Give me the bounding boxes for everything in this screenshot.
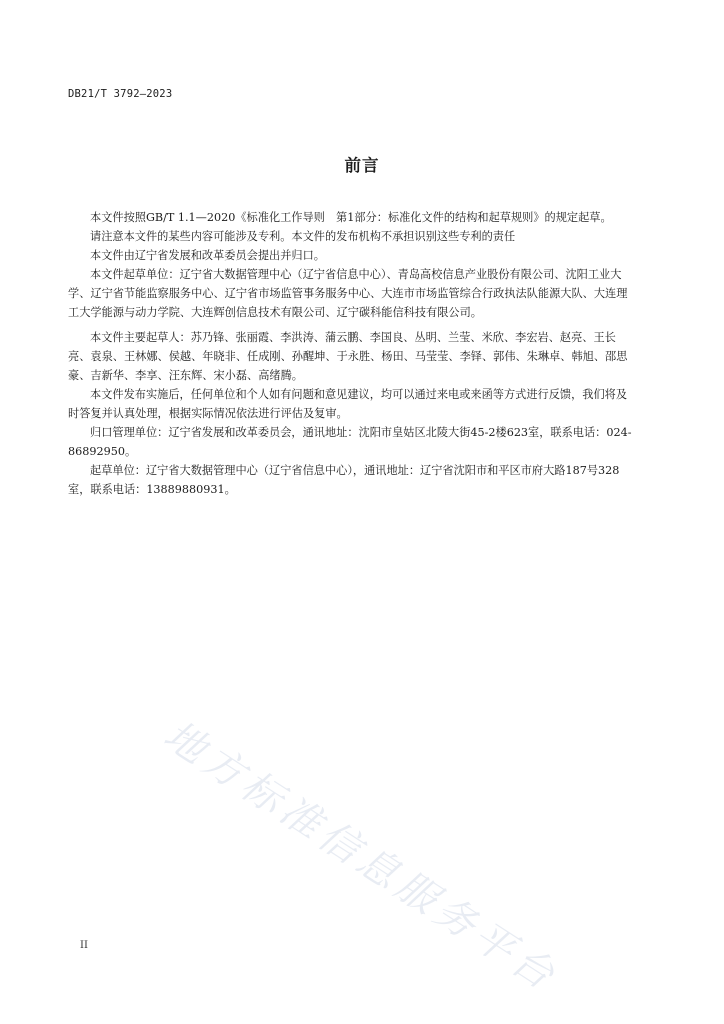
paragraph-patent-notice: 请注意本文件的某些内容可能涉及专利。本文件的发布机构不承担识别这些专利的责任 — [90, 230, 516, 243]
paragraph-feedback: 本文件发布实施后，任何单位和个人如有问题和意见建议，均可以通过来电或来函等方式进行反馈，我们将及时答复并认真处理，根据实际情况依法进行评估及复审。 — [68, 388, 628, 420]
document-body — [68, 208, 638, 499]
paragraph-drafting-contact: 起草单位：辽宁省大数据管理中心（辽宁省信息中心），通讯地址：辽宁省沈阳市和平区市府大路187号328室，联系电话：13889880931。 — [68, 464, 620, 496]
page-number: II — [80, 940, 88, 951]
paragraph-management-unit: 归口管理单位：辽宁省发展和改革委员会，通讯地址：沈阳市皇姑区北陵大街45-2楼623室，联系电话：024-86892950。 — [68, 426, 632, 458]
paragraph-proposer: 本文件由辽宁省发展和改革委员会提出并归口。 — [90, 249, 325, 262]
watermark: 地方标准信息服务平台 — [155, 712, 567, 1002]
paragraph-drafters: 本文件主要起草人：苏乃锋、张丽霞、李洪涛、蒲云鹏、李国良、丛明、兰莹、米欣、李宏岩、赵亮、王长亮、袁泉、王林娜、侯越、年晓非、任成刚、孙醒坤、于永胜、杨田、马莹莹、李铎、郭伟、朱琳卓、韩旭、邵思豪、吉新华、李享、汪东辉、宋小磊、高绪腾。 — [68, 331, 628, 382]
paragraph-drafting-units: 本文件起草单位：辽宁省大数据管理中心（辽宁省信息中心）、青岛高校信息产业股份有限公司、沈阳工业大学、辽宁省节能监察服务中心、辽宁省市场监管事务服务中心、大连市市场监管综合行政执法队能源大队、大连理工大学能源与动力学院、大连辉创信息技术有限公司、辽宁碳科能信科技有限公司。 — [68, 268, 628, 319]
standard-code: DB21/T 3792—2023 — [68, 88, 173, 100]
paragraph-drafting-rules: 本文件按照GB/T 1.1—2020《标准化工作导则 第1部分：标准化文件的结构和起草规则》的规定起草。 — [90, 211, 612, 224]
page-title: 前言 — [344, 156, 380, 175]
